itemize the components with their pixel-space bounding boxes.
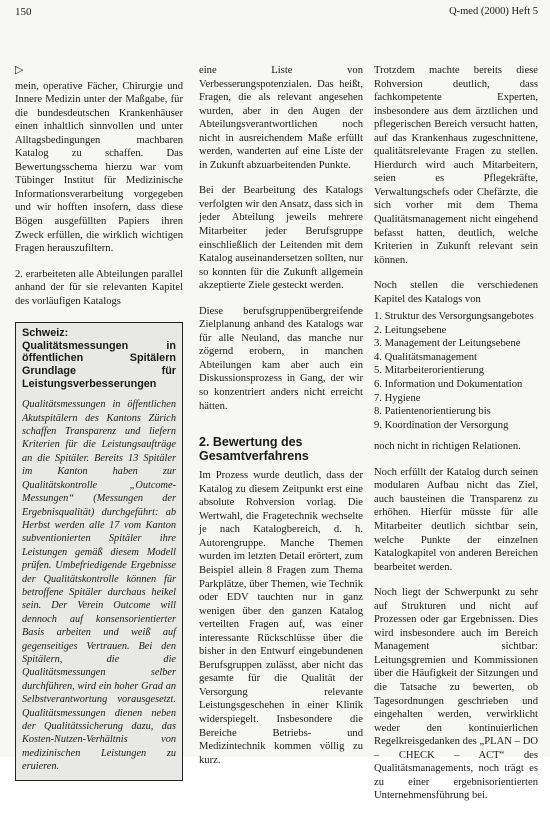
paragraph: mein, operative Fächer, Chirurgie und Innere Medizin unter der Maßgabe, für die bundesdeutschen Krankenhäuser einen inhaltlich sinnvollen und unter Alltagsbedingungen machbaren Katalog zu schaffen. Das Bewertungsschema hierzu war vom Tübinger Institut für Medizinische Informationsverarbeitung vorgegeben und wir hofften insofern, dass diese Bögen ausgefüllten Papiers ihren Zweck erfüllen, die wirklich wichtigen Fragen herauszufiltern. [15, 80, 183, 255]
column-left [15, 64, 183, 781]
paragraph: eine Liste von Verbesserungspotenzialen. Das heißt, Fragen, die als relevant angesehen wurden, aber in den Augen der Abteilungsverantwortlichen noch nicht in ausreichendem Maße erfüllt werden, wanderten auf eine Liste der in Zukunft abzuarbeitenden Punkte. [199, 65, 363, 171]
list-item: 1. Struktur des Versorgungsangebotes [374, 311, 534, 323]
continuation-arrow-icon: ▷ [15, 64, 24, 76]
chapter-list [374, 310, 538, 432]
paragraph: Diese berufsgruppenübergreifende Zielplanung anhand des Katalogs war für alle Neuland, das manche nur zögernd erobern, in manchen Abteilungen kam aber auch ein Diskussionsprozess in Gang, der wir so konzentriert anders nicht erreicht hätten. [199, 305, 363, 412]
paragraph: Noch erfüllt der Katalog durch seinen modularen Aufbau nicht das Ziel, auch bausteinen die Transparenz zu erhöhen. Hierfür müsste für alle Mitarbeiter deutlich sichtbar sein, welche Punkte der einzelnen Katalogkapitel von anderen Bereichen bearbeitet werden. [374, 466, 538, 573]
list-intro: Noch stellen die verschiedenen Kapitel des Katalogs von [374, 280, 538, 305]
list-item: 9. Koordination der Versorgung [374, 419, 509, 431]
sidebar-box [15, 322, 183, 780]
paragraph: Bei der Bearbeitung des Katalogs verfolgten wir den Ansatz, dass sich in jeder Abteilung jeweils mehrere Mitarbeiter jeder Berufsgruppe einschließlich der Leitenden mit dem Katalog auseinandersetzen sollten, nur so konnten für die Zukunft allgemein akzeptierte Ziele gesteckt werden. [199, 185, 363, 292]
list-item: 7. Hygiene [374, 392, 421, 404]
journal-header: Q-med (2000) Heft 5 [449, 6, 538, 17]
list-item: 6. Information und Dokumentation [374, 379, 523, 391]
list-outro: noch nicht in richtigen Relationen. [374, 441, 521, 453]
page-number: 150 [15, 6, 32, 18]
paragraph: Trotzdem machte bereits diese Rohversion deutlich, dass fachkompetente Experten, insbesondere aus dem ärztlichen und pflegerischen Bereich versucht hatten, auf das Krankenhaus zugeschnittene, qualitätsrelevante Fragen zu stellen. Hierdurch wird auch Mitarbeitern, seien es Pflegekräfte, Verwaltungschefs oder Chefärzte, die sich vorher mit dem Thema Qualitätsmanagement nicht eingehend befasst hatten, deutlich, welche Kriterien in Zukunft relevant sein können. [374, 65, 538, 266]
paragraph: Noch liegt der Schwerpunkt zu sehr auf Strukturen und nicht auf Prozessen oder gar Ergebnissen. Dies wird insbesondere auch im Bereich Management sichtbar: Leitungsgremien und Kommissionen über die Häufigkeit der Sitzungen und die Tatsache zu bewerten, ob Tagesordnungen geschrieben und eingehalten werden, verwirklicht weder den kontinuierlichen Regelkreisgedanken des „PLAN – DO – CHECK – ACT“ des Qualitätsmanagements, noch trägt es zu einer ergebnisorientierten Unternehmensführung bei. [374, 587, 538, 802]
paragraph: Im Prozess wurde deutlich, dass der Katalog zu diesem Zeitpunkt erst eine absolute Rohversion vorlag. Die Wertwahl, die Fragetechnik wechselte je nach Katalogbereich, d. h. Autorengruppe. Manche Themen wurden im letzten Detail erörtert, zum Beispiel allein 8 Fragen zum Thema Parkplätze, über Themen, wie Technik oder EDV tauchten nur in ganz wenigen über den ganzen Katalog verteilten Fragen auf, was einer interessante Rückschlüsse über die bisher in den Entwurf eingebundenen Berufsgruppen zulässt, aber nicht das gesamte für die Qualität der Versorgung relevante Leistungsgeschehen in einer Klinik widerspiegelt. Insbesondere die Bereiche Betriebs- und Medizintechnik kommen völlig zu kurz. [199, 470, 363, 766]
list-item: 2. Leitungsebene [374, 324, 447, 336]
column-right [374, 64, 538, 815]
section-heading: 2. Bewertung des Gesamtverfahrens [199, 435, 309, 464]
list-item: 5. Mitarbeiterorientierung [374, 365, 485, 377]
paragraph: 2. erarbeiteten alle Abteilungen parallel anhand der für sie relevanten Kapitel des vorläufigen Katalogs [15, 268, 183, 307]
list-item: 8. Patientenorientierung bis [374, 406, 491, 418]
sidebar-box-title: Schweiz: Qualitätsmessungen in öffentlichen Spitälern Grundlage für Leistungsverbesserungen [22, 327, 176, 390]
column-middle [199, 64, 363, 779]
sidebar-box-text: Qualitätsmessungen in öffentlichen Akutspitälern des Kantons Zürich schaffen Transparenz und liefern Kriterien für die Leistungsaufträge an die Spitäler. Bereits 13 Spitäler im Kanton haben zur Qualitätskontrolle „Outcome-Messungen“ (Messungen der Ergebnisqualität) durchgeführt: ab Herbst werden alle 17 vom Kanton subventionierten Spitäler ihre Leistungen gemäß diesem Modell prüfen. Umbefriedigende Ergebnisse der Qualitätskontrolle können für betroffene Spitäler durchaus heikel sein. Der Verein Outcome will dennoch auf konsensorientierter Basis arbeiten und weiß auf gegenseitiges Vertrauen. Bei den Spitälern, die die Qualitätsmessungen selber durchführen, wird ein hoher Grad an Selbstverantwortung vorausgesetzt. Qualitätsmessungen dienen neben der Qualitätssicherung dazu, das Kosten-Nutzen-Verhältnis von medizinischen Leistungen zu eruieren. [22, 399, 176, 773]
list-item: 4. Qualitätsmanagement [374, 351, 477, 363]
list-item: 3. Management der Leitungsebene [374, 338, 521, 350]
